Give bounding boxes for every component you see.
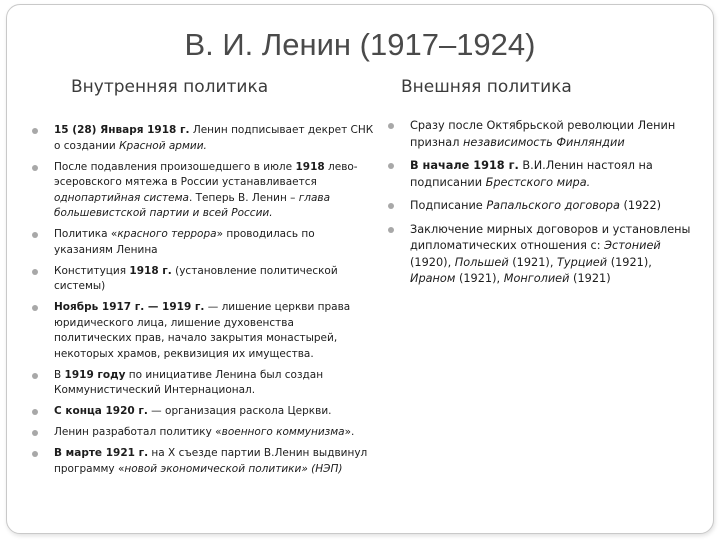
- list-item-text: » (НЭП): [301, 462, 343, 475]
- list-item-text: Ноябрь 1917 г. — 1919 г.: [54, 301, 205, 313]
- list-item-text: 1918: [295, 160, 325, 173]
- list-item-text: красного террора: [117, 228, 217, 240]
- list-item-text: глава большевистской партии и всей России.: [54, 191, 331, 219]
- list-item-text: военного коммунизма: [221, 426, 345, 438]
- list-item: [385, 198, 695, 215]
- list-item-text: В марте 1921 г.: [54, 447, 149, 459]
- list-item-text: Брестского мира.: [485, 175, 591, 189]
- list-item-text: новой экономической политики: [124, 462, 302, 475]
- bullet-icon: [32, 451, 38, 457]
- list-item-text: Турцией: [557, 255, 608, 269]
- bullet-icon: [32, 409, 38, 415]
- list-item: [29, 123, 374, 154]
- list-item-text: Сразу после Октябрьской революции Ленин признал: [410, 119, 676, 149]
- list-item-text: Монголией: [503, 272, 570, 285]
- bullet-icon: [32, 305, 38, 311]
- list-item-text: на X съезде партии В.Ленин выдвинул программу «: [54, 447, 368, 475]
- list-item-text: (1922): [619, 199, 662, 212]
- list-item: [29, 404, 374, 420]
- list-item-text: лево-эсеровского мятежа в России устанавливается: [54, 160, 358, 188]
- domestic-policy-heading: Внутренняя политика: [71, 77, 269, 97]
- list-item-text: Ленин разработал политику «: [54, 426, 222, 438]
- list-item-text: — организация раскола Церкви.: [147, 405, 332, 417]
- list-item-text: (1921),: [508, 255, 558, 269]
- foreign-policy-list: [385, 118, 695, 295]
- list-item-text: Подписание: [410, 199, 487, 212]
- slide: [6, 4, 714, 534]
- list-item-text: 1919 году: [64, 368, 126, 381]
- list-item-text: . Теперь В. Ленин –: [188, 191, 299, 204]
- bullet-icon: [32, 373, 38, 379]
- list-item: [29, 227, 374, 258]
- list-item-text: После подавления произошедшего в июле: [54, 160, 296, 173]
- slide-title: В. И. Ленин (1917–1924): [184, 27, 536, 62]
- list-item-text: С конца 1920 г.: [54, 405, 148, 417]
- list-item-text: (1920),: [410, 255, 455, 269]
- list-item: [29, 300, 374, 362]
- bullet-icon: [32, 232, 38, 238]
- list-item-text: Польшей: [454, 255, 509, 269]
- list-item-text: — лишение церкви права юридического лица, лишение духовенства политических прав, начало закрытия монастырей, некоторых храмов, реквизиция их имущества.: [54, 301, 351, 360]
- list-item-text: Эстонией: [604, 239, 661, 252]
- list-item: [385, 118, 695, 151]
- list-item-text: ».: [344, 426, 355, 438]
- list-item-text: В начале 1918 г.: [410, 159, 519, 172]
- list-item-text: независимость Финляндии: [463, 135, 625, 149]
- list-item-text: однопартийная система: [54, 191, 189, 204]
- list-item: [29, 368, 374, 399]
- list-item-text: В: [54, 368, 65, 381]
- domestic-policy-list: [29, 123, 374, 483]
- foreign-policy-heading: Внешняя политика: [401, 77, 572, 97]
- list-item-text: (установление политической системы): [54, 264, 338, 292]
- list-item-text: Заключение мирных договоров и установлены дипломатических отношения с:: [410, 222, 691, 252]
- list-item: [29, 160, 374, 222]
- list-item-text: Политика «: [54, 228, 118, 240]
- list-item-text: Конституция: [54, 264, 130, 277]
- list-item: [29, 425, 374, 441]
- list-item-text: по инициативе Ленина был создан Коммунистический Интернационал.: [54, 368, 324, 396]
- list-item: [385, 222, 695, 288]
- list-item: [29, 446, 374, 477]
- list-item-text: Красной армии.: [119, 139, 207, 152]
- bullet-icon: [388, 163, 394, 169]
- list-item-text: Рапальского договора: [486, 199, 620, 212]
- bullet-icon: [388, 123, 394, 129]
- list-item-text: Ираном: [410, 272, 456, 285]
- list-item-text: 1918 г.: [129, 264, 172, 277]
- list-item-text: (1921),: [607, 255, 652, 269]
- bullet-icon: [388, 203, 394, 209]
- bullet-icon: [32, 165, 38, 171]
- list-item-text: 15 (28) Января 1918 г.: [54, 124, 190, 136]
- list-item: [29, 264, 374, 295]
- list-item-text: Ленин подписывает декрет СНК о создании: [54, 124, 374, 152]
- list-item-text: (1921): [569, 272, 611, 285]
- bullet-icon: [32, 269, 38, 275]
- bullet-icon: [388, 227, 394, 233]
- list-item: [385, 158, 695, 191]
- bullet-icon: [32, 128, 38, 134]
- list-item-text: В.И.Ленин настоял на подписании: [410, 159, 653, 189]
- list-item-text: » проводилась по указаниям Ленина: [54, 228, 315, 256]
- list-item-text: (1921),: [455, 272, 504, 285]
- bullet-icon: [32, 430, 38, 436]
